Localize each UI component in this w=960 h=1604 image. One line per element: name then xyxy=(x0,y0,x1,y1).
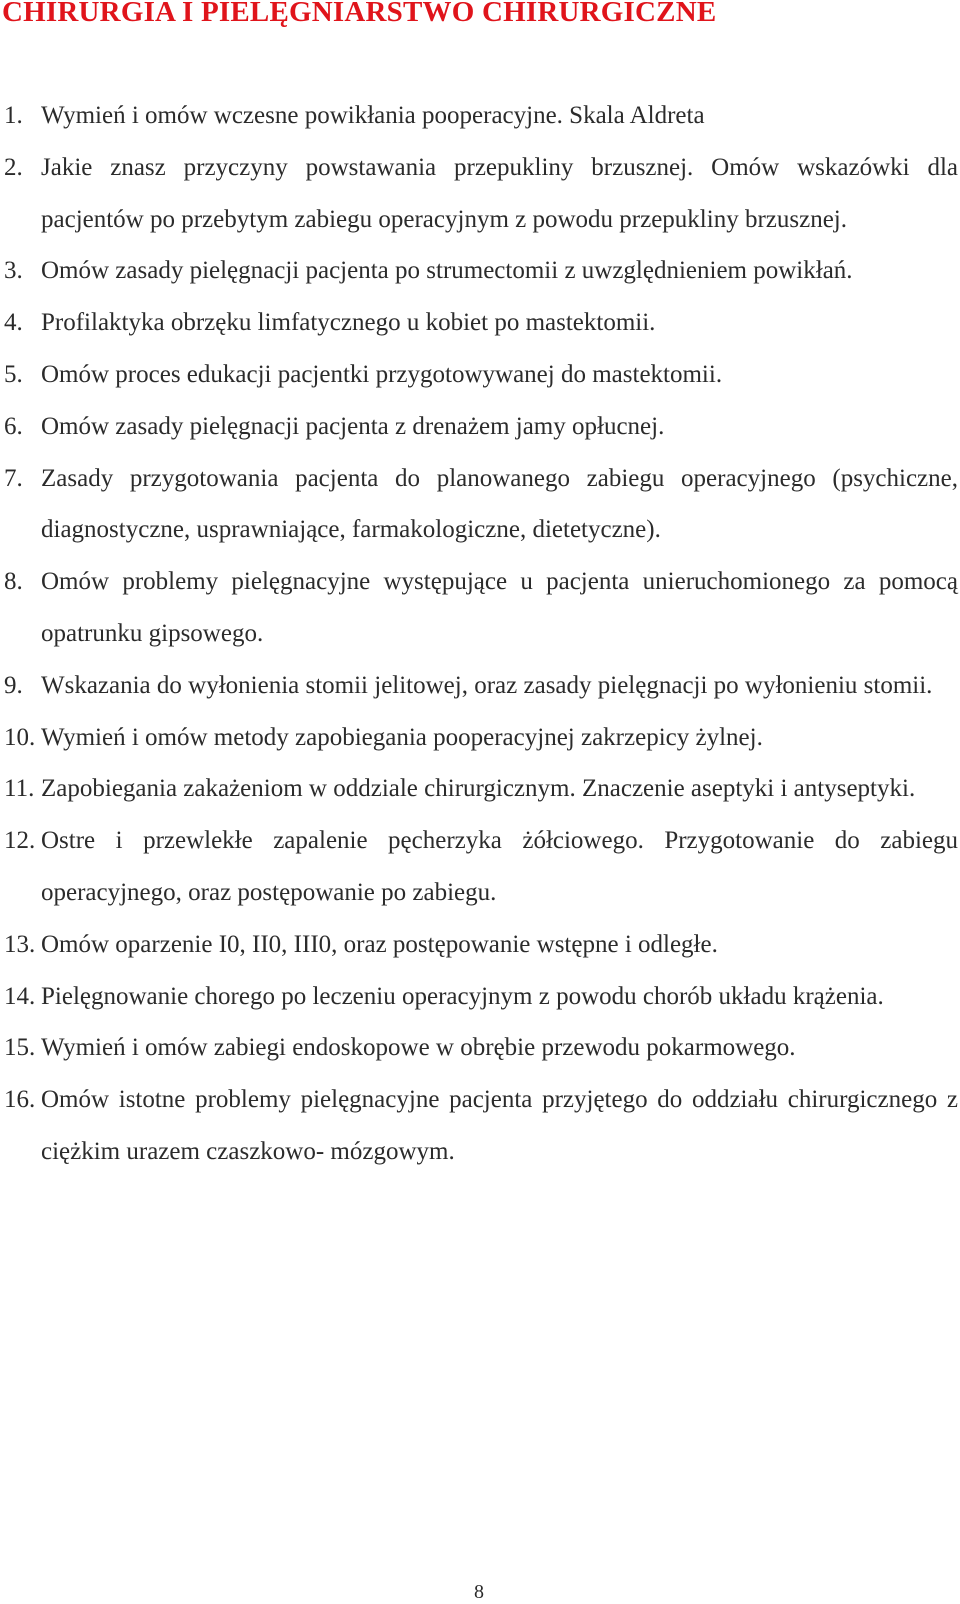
list-item-number: 8. xyxy=(4,568,23,596)
list-item xyxy=(0,401,958,453)
page-title: CHIRURGIA I PIELĘGNIARSTWO CHIRURGICZNE xyxy=(2,0,717,28)
page-number: 8 xyxy=(474,1581,484,1603)
list-item xyxy=(0,297,958,349)
list-item-number: 14. xyxy=(4,982,36,1010)
list-item xyxy=(0,1022,958,1074)
list-item-text: Omów proces edukacji pacjentki przygotowywanej do mastektomii. xyxy=(41,360,723,388)
list-item-text: Wymień i omów zabiegi endoskopowe w obrębie przewodu pokarmowego. xyxy=(41,1034,796,1062)
list-item xyxy=(0,660,958,712)
list-item-number: 9. xyxy=(4,671,23,699)
list-item-number: 10. xyxy=(4,723,36,751)
question-list xyxy=(0,90,958,1178)
list-item-text: Zasady przygotowania pacjenta do planowanego zabiegu operacyjnego (psychiczne, diagnostyczne, usprawniające, farmakologiczne, dietetyczne). xyxy=(41,464,958,544)
list-item-text: Omów istotne problemy pielęgnacyjne pacjenta przyjętego do oddziału chirurgicznego z ciężkim urazem czaszkowo- mózgowym. xyxy=(41,1086,958,1165)
list-item-number: 1. xyxy=(4,102,23,129)
list-item-text: Wymień i omów wczesne powikłania pooperacyjne. Skala Aldreta xyxy=(41,102,705,129)
list-item-text: Wskazania do wyłonienia stomii jelitowej, oraz zasady pielęgnacji po wyłonieniu stomii. xyxy=(41,671,933,699)
list-item xyxy=(0,245,958,297)
list-item-text: Omów problemy pielęgnacyjne występujące u pacjenta unieruchomionego za pomocą opatrunku gipsowego. xyxy=(41,568,958,647)
list-item xyxy=(0,919,958,971)
list-item-text: Ostre i przewlekłe zapalenie pęcherzyka żółciowego. Przygotowanie do zabiegu operacyjnego, oraz postępowanie po zabiegu. xyxy=(41,827,958,906)
list-item-number: 4. xyxy=(4,309,23,337)
list-item-text: Omów oparzenie I0, II0, III0, oraz postępowanie wstępne i odległe. xyxy=(41,930,718,958)
list-item-text: Omów zasady pielęgnacji pacjenta po strumectomii z uwzględnieniem powikłań. xyxy=(41,257,853,285)
list-item-text: Zapobiegania zakażeniom w oddziale chirurgicznym. Znaczenie aseptyki i antyseptyki. xyxy=(41,775,916,803)
list-item xyxy=(0,763,958,815)
list-item xyxy=(0,453,958,557)
list-item xyxy=(0,1074,958,1178)
list-item-number: 2. xyxy=(4,153,23,181)
list-item xyxy=(0,90,958,142)
list-item-number: 3. xyxy=(4,257,23,285)
list-item xyxy=(0,712,958,764)
list-item-number: 7. xyxy=(4,464,23,492)
list-item xyxy=(0,349,958,401)
list-item xyxy=(0,971,958,1023)
list-item-number: 15. xyxy=(4,1034,36,1062)
list-item-number: 12. xyxy=(4,827,36,855)
list-item-text: Omów zasady pielęgnacji pacjenta z drenażem jamy opłucnej. xyxy=(41,412,665,440)
list-item xyxy=(0,142,958,246)
list-item-number: 11. xyxy=(4,775,35,803)
list-item-number: 5. xyxy=(4,360,23,388)
list-item-number: 13. xyxy=(4,930,36,958)
list-item-text: Pielęgnowanie chorego po leczeniu operacyjnym z powodu chorób układu krążenia. xyxy=(41,982,884,1010)
list-item-number: 6. xyxy=(4,412,23,440)
list-item-text: Jakie znasz przyczyny powstawania przepukliny brzusznej. Omów wskazówki dla pacjentów po przebytym zabiegu operacyjnym z powodu przepukliny brzusznej. xyxy=(41,153,958,233)
list-item xyxy=(0,556,958,660)
list-item-text: Profilaktyka obrzęku limfatycznego u kobiet po mastektomii. xyxy=(41,309,656,337)
list-item-text: Wymień i omów metody zapobiegania pooperacyjnej zakrzepicy żylnej. xyxy=(41,723,763,751)
list-item-number: 16. xyxy=(4,1086,36,1114)
list-item xyxy=(0,815,958,919)
